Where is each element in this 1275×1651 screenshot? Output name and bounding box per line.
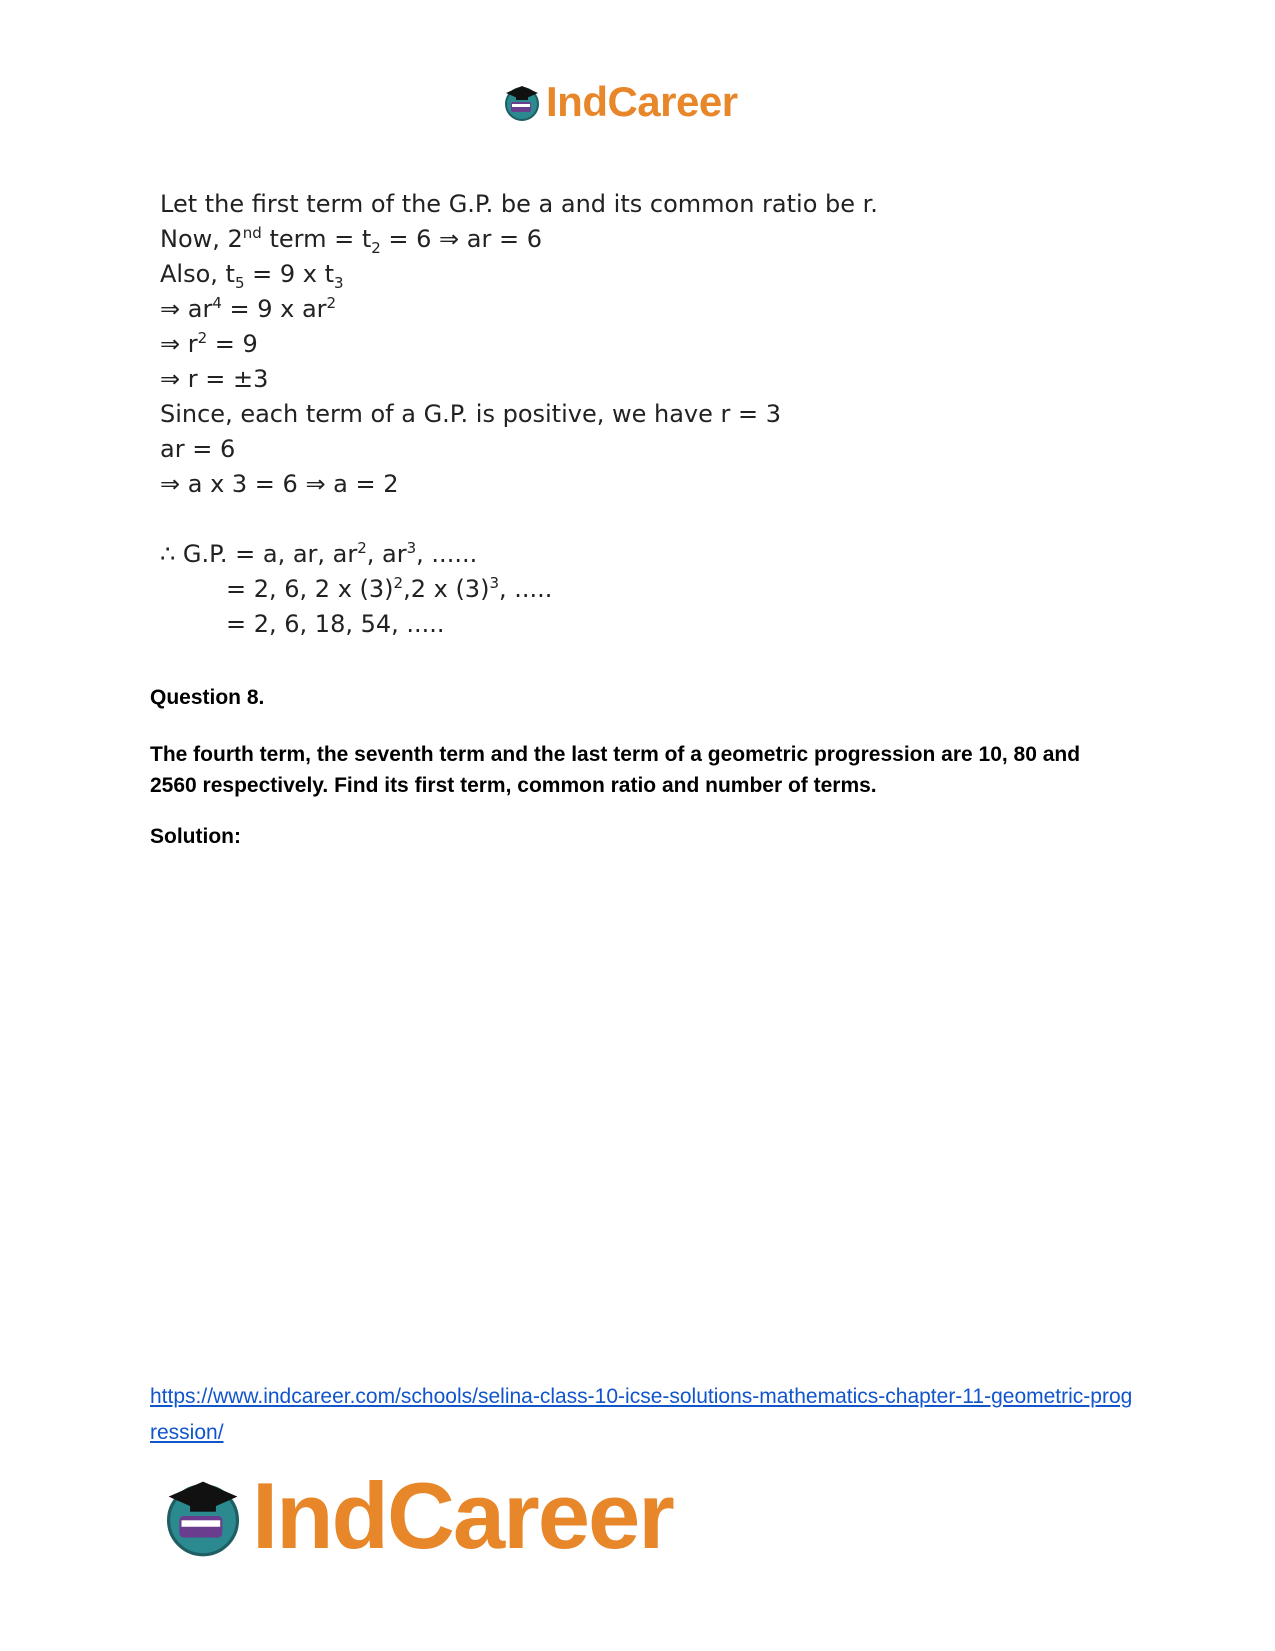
math-line: Since, each term of a G.P. is positive, we have r = 3 [160,400,782,428]
math-line: ⇒ $ar^4 = 9$ x $ar^2$ [160,294,337,323]
graduation-globe-icon [160,1473,246,1559]
source-link[interactable]: https://www.indcareer.com/schools/selina-class-10-icse-solutions-mathematics-chapter-11-geometric-progression/ [150,1385,1133,1444]
logo-wordmark: IndCareer [252,1463,673,1568]
math-line: ⇒ r = ±3 [160,365,269,393]
math-line: ∴ G.P. = a, ar, $ar^2$, $ar^3$, ...... [160,539,478,568]
footer-logo [160,1462,673,1570]
math-line: = 2, 6, 18, 54, ..... [226,610,445,638]
math-line: Let the first term of the G.P. be a and its common ratio be r. [160,190,878,218]
math-line: ar = 6 [160,435,236,463]
math-line: ⇒ $r^2 = 9$ [160,329,258,358]
question-title: Question 8. [150,686,265,709]
header-logo [502,78,738,126]
math-line: Also, $t_5 = 9$ x $t_3$ [160,260,344,292]
graduation-globe-icon [502,82,542,122]
previous-solution [160,187,878,642]
question-text: The fourth term, the seventh term and the last term of a geometric progression are 10, 80 and 2560 respectively. Find its first term, common ratio and number of terms. [150,743,1081,797]
math-line: = 2, 6, 2 x $(3)^2,2$ x $(3)^3$, ..... [226,574,553,603]
math-line: Now, 2nd term = $t_2 = 6$ ⇒ ar = 6 [160,224,542,257]
math-line: ⇒ a x 3 = 6 ⇒ a = 2 [160,470,399,498]
solution-label: Solution: [150,825,241,848]
logo-wordmark: IndCareer [546,78,738,125]
